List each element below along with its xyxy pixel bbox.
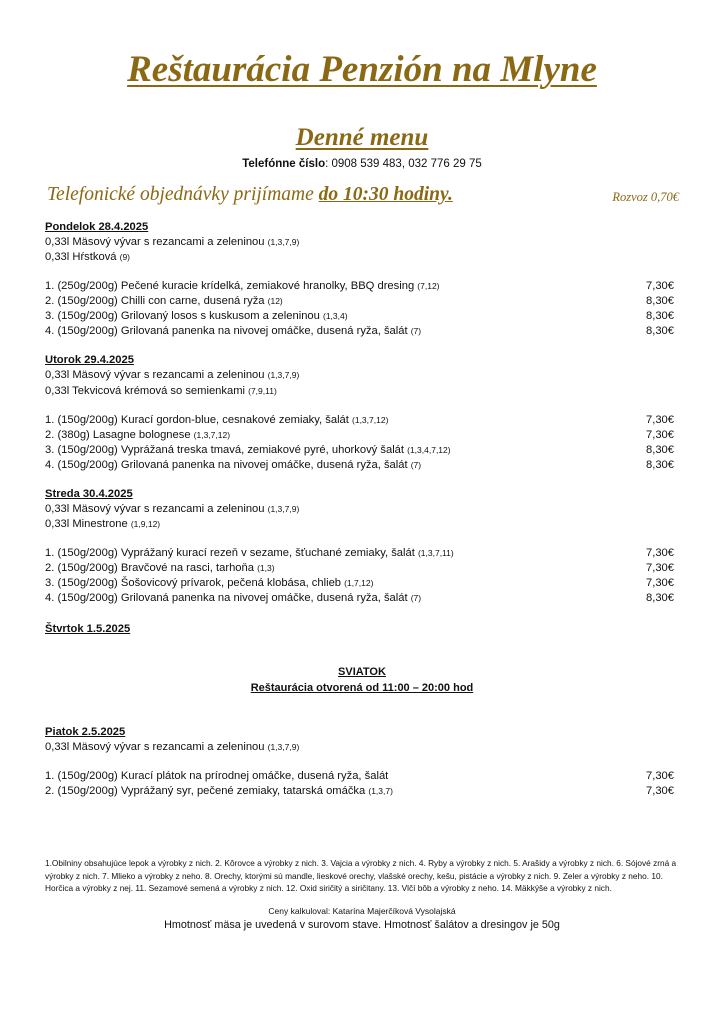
price: 8,30€ — [646, 459, 674, 471]
order-info — [47, 184, 453, 206]
day-heading-monday: Pondelok 28.4.2025 — [45, 221, 149, 233]
soup-text: 0,33l Mäsový vývar s rezancami a zeleninou — [45, 369, 265, 381]
soup-item — [45, 740, 299, 755]
allergens: (1,3,7,9) — [267, 504, 300, 514]
price: 7,30€ — [646, 429, 674, 441]
price: 8,30€ — [646, 444, 674, 456]
main-text: 2. (150g/200g) Vyprážaný syr, pečené zemiaky, tatarská omáčka — [45, 785, 366, 797]
main-text: 2. (150g/200g) Chilli con carne, dusená ryža — [45, 295, 265, 307]
main-item — [45, 769, 388, 784]
order-deadline: do 10:30 hodiny. — [318, 184, 453, 205]
allergens: (1,7,12) — [344, 578, 374, 588]
soup-item — [45, 517, 160, 532]
main-item — [45, 279, 440, 294]
holiday-label: SVIATOK — [338, 666, 386, 678]
price: 7,30€ — [646, 770, 674, 782]
main-text: 1. (150g/200g) Kurací gordon-blue, cesnakové zemiaky, šalát — [45, 414, 349, 426]
main-item — [45, 443, 451, 458]
allergens: (1,3,4) — [322, 311, 348, 321]
allergen-legend: 1.Obilniny obsahujúce lepok a výrobky z nich. 2. Kôrovce a výrobky z nich. 3. Vajcia a výrobky z nich. 4. Ryby a výrobky z nich. 5. Arašidy a výrobky z nich. 6. Sójové zrná a výrobky z nich. 7. Mlieko a výrobky z neho. 8. Orechy, ktorými sú mandle, lieskové orechy, vlašské orechy, kešu, pistácie a výrobky z nich. 9. Zeler a výrobky z neho. 10. Horčica a výrobky z nej. 11. Sezamové semená a výrobky z nich. 12. Oxid siričitý a siričitany. 13. Vlčí bôb a výrobky z neho. 14. Mäkkýše a výrobky z nich. — [45, 858, 677, 893]
allergens: (1,3,7,9) — [267, 742, 300, 752]
day-heading-thursday: Štvrtok 1.5.2025 — [45, 623, 131, 635]
main-item — [45, 294, 283, 309]
main-text: 2. (150g/200g) Bravčové na rasci, tarhoňa — [45, 562, 254, 574]
allergens: (1,3,7,12) — [352, 415, 389, 425]
allergens: (1,3,7,9) — [267, 237, 300, 247]
main-text: 1. (150g/200g) Kurací plátok na prírodnej omáčke, dusená ryža, šalát — [45, 770, 389, 782]
main-text: 3. (150g/200g) Grilovaný losos s kuskusom a zeleninou — [45, 310, 320, 322]
soup-text: 0,33l Minestrone — [45, 518, 128, 530]
price: 7,30€ — [646, 280, 674, 292]
main-item — [45, 576, 373, 591]
main-item — [45, 784, 393, 799]
price: 7,30€ — [646, 577, 674, 589]
weight-note: Hmotnosť mäsa je uvedená v surovom stave. Hmotnosť šalátov a dresingov je 50g — [164, 919, 560, 931]
allergens: (7,12) — [417, 281, 440, 291]
phone-numbers: : 0908 539 483, 032 776 29 75 — [325, 158, 482, 170]
main-text: 4. (150g/200g) Grilovaná panenka na nivovej omáčke, dusená ryža, šalát — [45, 459, 408, 471]
soup-item — [45, 368, 299, 383]
day-heading-wednesday: Streda 30.4.2025 — [45, 488, 133, 500]
allergens: (1,3,4,7,12) — [407, 445, 451, 455]
soup-text: 0,33l Mäsový vývar s rezancami a zeleninou — [45, 741, 265, 753]
allergens: (1,3,7,9) — [267, 370, 300, 380]
allergens: (9) — [119, 252, 131, 262]
soup-text: 0,33l Tekvicová krémová so semienkami — [45, 385, 246, 397]
main-item — [45, 546, 454, 561]
main-item — [45, 591, 421, 606]
main-item — [45, 428, 230, 443]
main-text: 1. (150g/200g) Vyprážaný kurací rezeň v sezame, šťuchané zemiaky, šalát — [45, 547, 415, 559]
soup-text: 0,33l Mäsový vývar s rezancami a zeleninou — [45, 236, 265, 248]
price: 8,30€ — [646, 310, 674, 322]
allergens: (1,3,7,11) — [417, 548, 454, 558]
day-heading-friday: Piatok 2.5.2025 — [45, 726, 126, 738]
main-text: 1. (250g/200g) Pečené kuracie krídelká, zemiakové hranolky, BBQ dresing — [45, 280, 415, 292]
main-text: 3. (150g/200g) Vyprážaná treska tmavá, zemiakové pyré, uhorkový šalát — [45, 444, 405, 456]
price: 8,30€ — [646, 325, 674, 337]
main-item — [45, 324, 421, 339]
main-text: 3. (150g/200g) Šošovicový prívarok, pečená klobása, chlieb — [45, 577, 342, 589]
soup-item — [45, 502, 299, 517]
allergens: (7) — [410, 326, 422, 336]
main-item — [45, 413, 388, 428]
soup-text: 0,33l Hŕstková — [45, 251, 117, 263]
allergens: (7) — [410, 460, 422, 470]
soup-item — [45, 384, 277, 399]
holiday-hours: Reštaurácia otvorená od 11:00 – 20:00 hod — [250, 682, 474, 694]
phone-line — [0, 158, 724, 170]
main-text: 2. (380g) Lasagne bolognese — [45, 429, 191, 441]
price: 7,30€ — [646, 547, 674, 559]
allergens: (1,9,12) — [130, 519, 161, 529]
main-item — [45, 309, 348, 324]
menu-subtitle: Denné menu — [295, 124, 429, 151]
main-text: 4. (150g/200g) Grilovaná panenka na nivovej omáčke, dusená ryža, šalát — [45, 592, 408, 604]
price: 8,30€ — [646, 592, 674, 604]
allergens: (1,3) — [257, 563, 275, 573]
price: 7,30€ — [646, 414, 674, 426]
order-text: Telefonické objednávky prijímame — [47, 184, 314, 205]
allergens: (1,3,7) — [368, 786, 393, 796]
main-text: 4. (150g/200g) Grilovaná panenka na nivovej omáčke, dusená ryža, šalát — [45, 325, 408, 337]
main-item — [45, 561, 275, 576]
price: 8,30€ — [646, 295, 674, 307]
author-credit: Ceny kalkuloval: Katarína Majerčíková Vysolajská — [268, 906, 456, 916]
phone-label: Telefónne číslo — [242, 158, 326, 170]
allergens: (1,3,7,12) — [193, 430, 231, 440]
delivery-fee: Rozvoz 0,70€ — [612, 190, 679, 204]
soup-item — [45, 235, 299, 250]
day-heading-tuesday: Utorok 29.4.2025 — [45, 354, 134, 366]
soup-item — [45, 250, 130, 265]
restaurant-title: Reštaurácia Penzión na Mlyne — [127, 49, 597, 90]
price: 7,30€ — [646, 562, 674, 574]
allergens: (12) — [267, 296, 283, 306]
soup-text: 0,33l Mäsový vývar s rezancami a zeleninou — [45, 503, 265, 515]
allergens: (7) — [410, 593, 422, 603]
allergens: (7,9,11) — [248, 386, 277, 396]
price: 7,30€ — [646, 785, 674, 797]
main-item — [45, 458, 421, 473]
